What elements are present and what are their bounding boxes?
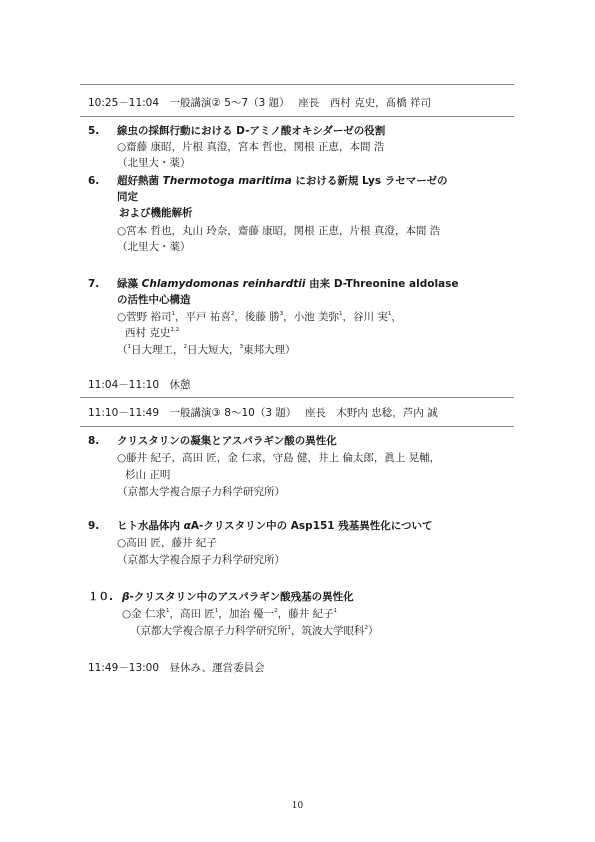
session-2-top-rule: [80, 84, 514, 85]
affiliation-mark: 1: [387, 311, 392, 317]
page-number: 10: [291, 801, 304, 811]
talk-5-number: 5.: [88, 125, 100, 137]
talk-5-title: [88, 124, 385, 138]
lunch-time: 11:49－13:00: [88, 662, 160, 674]
talk-9-affiliation: （京都大学複合原子力科学研究所）: [117, 554, 285, 566]
talk-5-title-text: 線虫の採餌行動における D-アミノ酸オキシダーゼの役割: [117, 125, 386, 137]
talk-7-number: 7.: [88, 278, 100, 290]
talk-9-number: 9.: [88, 520, 100, 532]
author: ○金 仁求: [122, 608, 166, 620]
talk-7-title-post: 由来 D-Threonine aldolase: [305, 278, 459, 290]
affiliation: 日大理工，: [131, 344, 184, 356]
talk-6-title: [88, 174, 448, 188]
talk-8-authors-line2: 杉山 正明: [125, 469, 171, 481]
talk-7-authors-line2: [125, 326, 179, 340]
talk-10-authors: ○金 仁求$^1$，高田 匠$^1$，加治 優一$^2$，藤井 紀子$^1$: [122, 608, 338, 620]
affiliation-mark: 2: [364, 625, 368, 631]
author: 平戸 祐喜: [185, 311, 231, 323]
talk-9-title: [88, 519, 433, 533]
author: 谷川 実: [353, 311, 388, 323]
break-label: 休憩: [169, 379, 191, 391]
author: ○菅野 裕司: [117, 311, 172, 323]
talk-8-affiliation: （京都大学複合原子力科学研究所）: [117, 486, 285, 498]
talk-7-organism: Chlamydomonas reinhardtii: [141, 278, 306, 290]
talk-10-affiliation: （京都大学複合原子力科学研究所$^1$，筑波大学眼科$^2$）: [130, 625, 379, 637]
lunch-label: 昼休み、運営委員会: [169, 662, 265, 674]
affiliation-mark: 1: [166, 608, 170, 614]
affiliation-mark: 3: [239, 344, 243, 350]
affiliation: 東邦大理）: [243, 344, 296, 356]
talk-6-number: 6.: [88, 175, 100, 187]
talk-7-title: [88, 277, 459, 291]
talk-9-title-pre: ヒト水晶体内: [117, 520, 184, 532]
talk-6-title-line2: 同定: [117, 191, 138, 203]
talk-10-number: １０.: [88, 591, 113, 603]
session-3-chairs: 座長 木野内 忠稔，芦内 誠: [304, 407, 438, 419]
talk-7-affiliation: （$^1$日大理工，$^2$日大短大，$^3$東邦大理）: [117, 344, 296, 356]
author: 後藤 勝: [244, 311, 280, 323]
talk-9-title-post: A-クリスタリン中の Asp151 残基異性化について: [190, 520, 433, 532]
affiliation-mark: 1: [127, 344, 131, 350]
affiliation-mark: 2: [230, 311, 235, 317]
break-time: 11:04－11:10: [88, 379, 160, 391]
affiliation: 筑波大学眼科: [301, 625, 365, 637]
talk-5-affiliation: （北里大・薬）: [117, 157, 191, 169]
affiliation-mark: 1: [287, 625, 291, 631]
talk-7-title-line2: の活性中心構造: [117, 294, 191, 306]
affiliation-mark: 1: [171, 311, 175, 317]
session-2-header: [88, 96, 431, 110]
session-2-time: 10:25－11:04: [88, 97, 160, 109]
affiliation: （京都大学複合原子力科学研究所: [130, 625, 288, 637]
talk-10-title-post: -クリスタリン中のアスパラギン酸残基の異性化: [129, 591, 354, 603]
talk-8-number: 8.: [88, 435, 100, 447]
affiliation-mark: 2: [183, 344, 187, 350]
affiliation-mark: 1: [214, 608, 219, 614]
talk-9-authors: ○高田 匠，藤井 紀子: [117, 537, 217, 549]
talk-6-organism: Thermotoga maritima: [162, 175, 292, 187]
talk-6-affiliation: （北里大・薬）: [117, 241, 191, 253]
talk-8-title-text: クリスタリンの凝集とアスパラギン酸の異性化: [117, 435, 337, 447]
affiliation-mark: 2: [274, 608, 278, 614]
break-slot: [88, 378, 191, 392]
session-3-top-rule: [80, 397, 514, 398]
author: 加治 優一: [228, 608, 275, 620]
talk-7-title-pre: 緑藻: [117, 278, 142, 290]
author: 高田 匠: [180, 608, 215, 620]
talk-6-authors: ○宮本 哲也，丸山 玲奈，齋藤 康昭，関根 正恵，片根 真澄，本間 浩: [117, 225, 441, 237]
talk-6-title-pre: 超好熱菌: [117, 175, 163, 187]
talk-8-authors: ○藤井 紀子，高田 匠，金 仁求，守島 健，井上 倫太郎，眞上 晃輔，: [117, 452, 441, 464]
talk-10-title: [88, 590, 354, 604]
talk-10-beta: β: [122, 591, 130, 603]
author: 西村 克史: [125, 327, 171, 339]
session-2-label: 一般講演② 5～7（3 題）: [169, 97, 285, 109]
talk-9-alpha: α: [183, 520, 191, 532]
session-3-time: 11:10－11:49: [88, 407, 160, 419]
talk-6-title-line3: および機能解析: [119, 207, 193, 219]
affiliation-mark: 3: [279, 311, 284, 317]
author: 小池 美弥: [293, 311, 340, 323]
author: 藤井 紀子: [288, 608, 334, 620]
talk-8-title: [88, 434, 337, 448]
session-3-bottom-rule: [80, 426, 514, 427]
session-3-label: 一般講演③ 8～10（3 題）: [169, 407, 292, 419]
talk-7-authors: ○菅野 裕司$^1$，平戸 祐喜$^2$，後藤 勝$^3$，小池 美弥$^1$，谷川 実$^1$，: [117, 311, 402, 323]
lunch-slot: [88, 661, 265, 675]
session-3-header: [88, 406, 438, 420]
talk-6-title-post: における新規 Lys ラセマーゼの: [291, 175, 448, 187]
affiliation: 日大短大，: [187, 344, 240, 356]
session-2-chairs: 座長 西村 克史，髙橋 祥司: [298, 97, 431, 109]
affiliation-mark: 1: [333, 608, 338, 614]
session-2-bottom-rule: [80, 116, 514, 117]
talk-5-authors: ○齋藤 康昭，片根 真澄，宮本 哲也，関根 正恵，本間 浩: [117, 141, 385, 153]
affiliation-mark: 1,2: [170, 327, 180, 333]
affiliation-mark: 1: [339, 311, 343, 317]
